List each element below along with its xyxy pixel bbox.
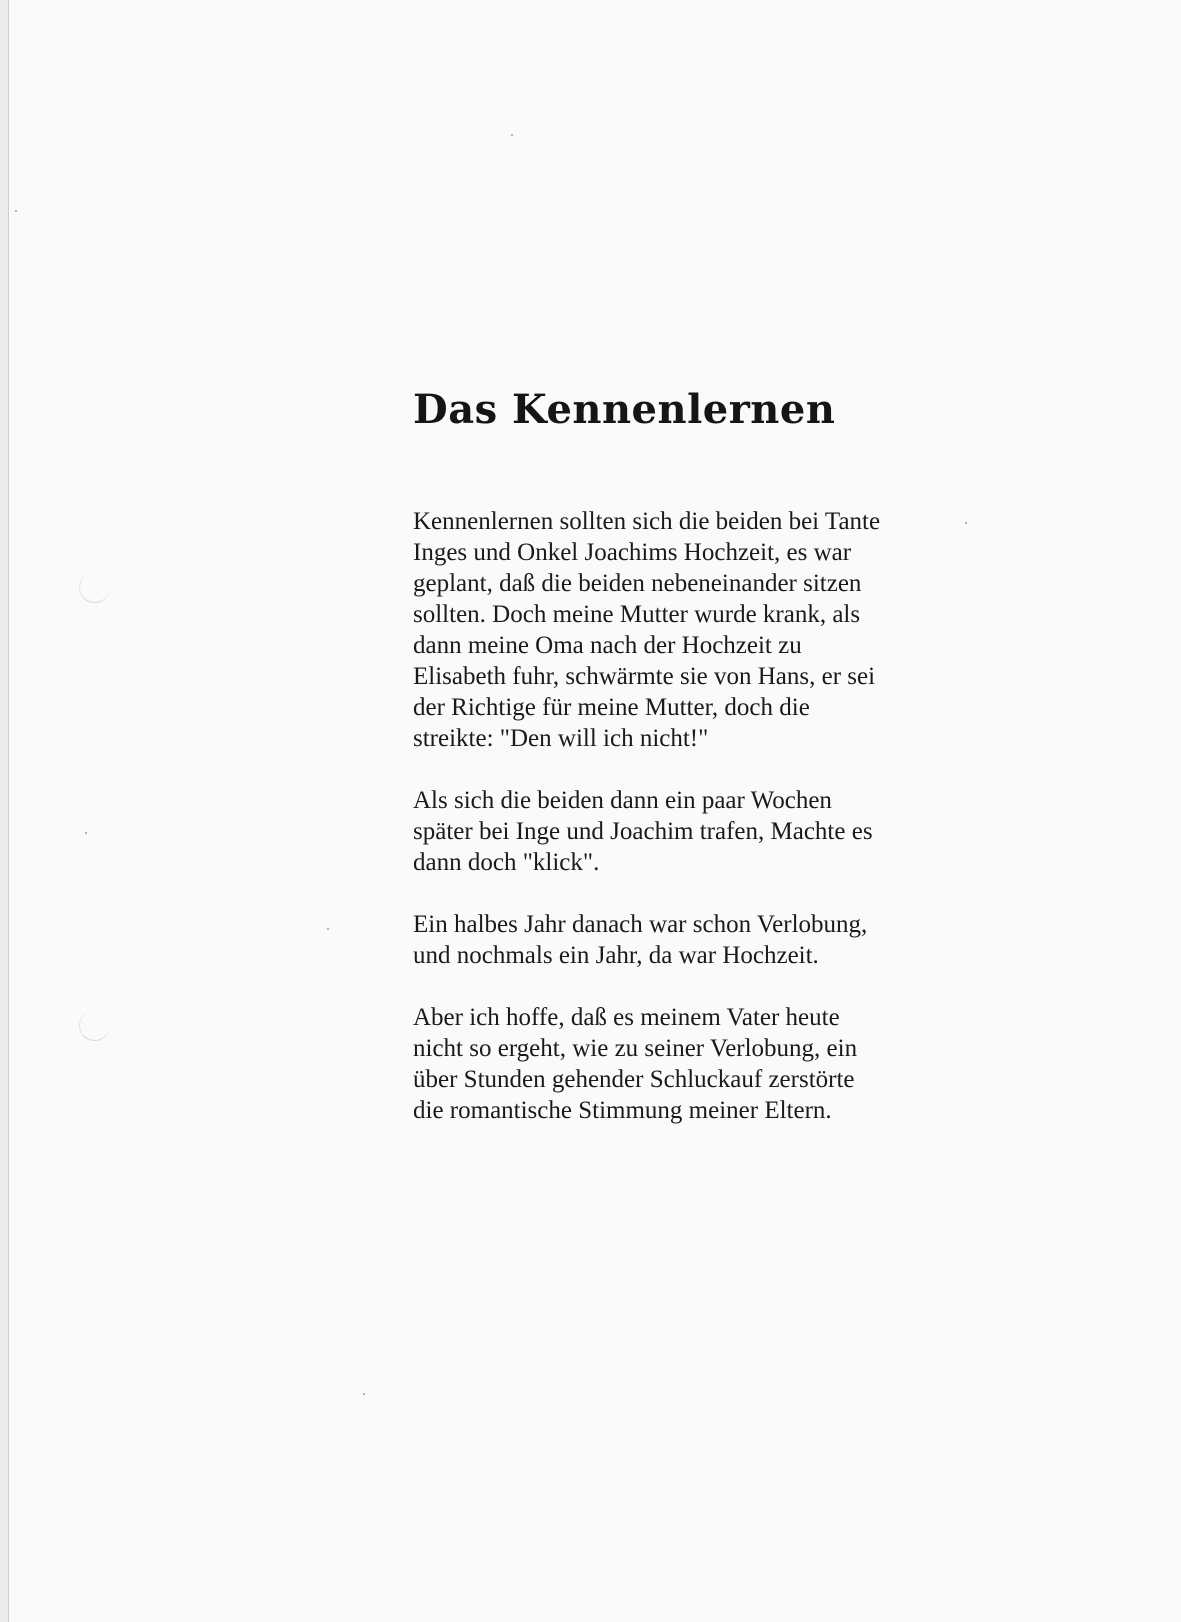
document-page bbox=[8, 0, 1181, 1622]
scan-speck bbox=[15, 210, 17, 212]
paragraph-1: Kennenlernen sollten sich die beiden bei Tante Inges und Onkel Joachims Hochzeit, es war geplant, daß die beiden nebeneinander sitzen sollten. Doch meine Mutter wurde krank, als dann meine Oma nach der Hochzeit zu Elisabeth fuhr, schwärmte sie von Hans, er sei der Richtige für meine Mutter, doch die streikte: "Den will ich nicht!" bbox=[413, 508, 881, 752]
punch-hole-upper bbox=[79, 572, 110, 603]
scan-speck bbox=[327, 928, 329, 930]
document-body bbox=[413, 506, 973, 1157]
punch-hole-lower bbox=[79, 1010, 110, 1041]
scan-speck bbox=[363, 1393, 365, 1395]
document-title: Das Kennenlernen bbox=[413, 386, 836, 433]
scan-speck bbox=[85, 832, 87, 834]
paragraph-3: Ein halbes Jahr danach war schon Verlobung, und nochmals ein Jahr, da war Hochzeit. bbox=[413, 911, 868, 969]
scan-speck bbox=[511, 134, 513, 136]
paragraph-2: Als sich die beiden dann ein paar Wochen später bei Inge und Joachim trafen, Machte es dann doch "klick". bbox=[413, 787, 873, 876]
paragraph-4: Aber ich hoffe, daß es meinem Vater heute nicht so ergeht, wie zu seiner Verlobung, ein über Stunden gehender Schluckauf zerstörte die romantische Stimmung meiner Eltern. bbox=[413, 1004, 858, 1124]
